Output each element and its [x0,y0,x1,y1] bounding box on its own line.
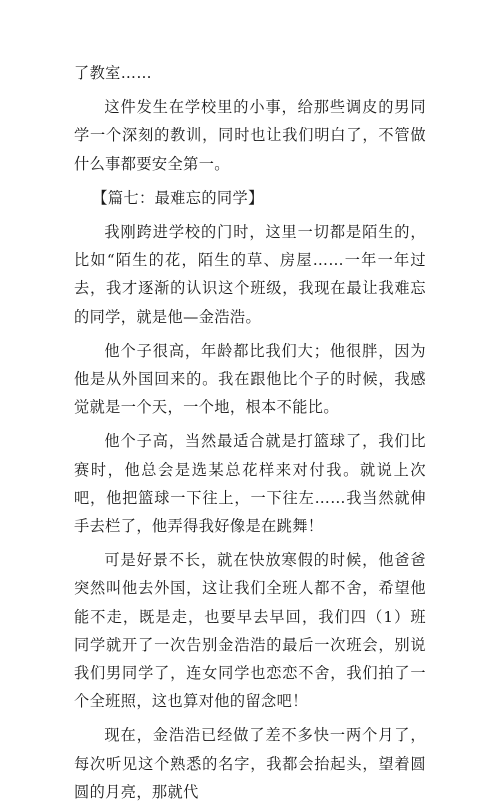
paragraph-lesson: 这件发生在学校里的小事，给那些调皮的男同学一个深刻的教训，同时也让我们明白了，不管做什么事都要安全第一。 [74,98,426,173]
paragraph-basketball: 他个子高，当然最适合就是打篮球了，我们比赛时，他总会是选某总花样来对付我。就说上次吧，他把篮球一下往上，一下往左……我当然就伸手去栏了，他弄得我好像是在跳舞！ [74,432,426,536]
paragraph-intro: 我刚跨进学校的门时，这里一切都是陌生的，比如“陌生的花，陌生的草、房屋……一年一年过去，我才逐渐的认识这个班级，我现在最让我难忘的同学，就是他—金浩浩。 [74,223,426,326]
paragraph-farewell: 可是好景不长，就在快放寒假的时候，他爸爸突然叫他去外国，这让我们全班人都不舍，希望他能不走，既是走，也要早去早回，我们四（1）班同学就开了一次告别金浩浩的最后一次班会，别说我们男同学了，连女同学也恋恋不舍，我们拍了一个全班照，这也算对他的留念吧！ [74,551,426,711]
article-body [74,59,426,806]
section-heading: 【篇七：最难忘的同学】 [92,188,264,207]
paragraph-description: 他个子很高，年龄都比我们大；他很胖，因为他是从外国回来的。我在跟他比个子的时候，我感觉就是一个天，一个地，根本不能比。 [74,341,426,417]
paragraph-now: 现在，金浩浩已经做了差不多快一两个月了，每次听见这个熟悉的名字，我都会抬起头，望着圆圆的月亮，那就代 [74,726,426,801]
paragraph-continuation: 了教室…… [74,64,152,82]
